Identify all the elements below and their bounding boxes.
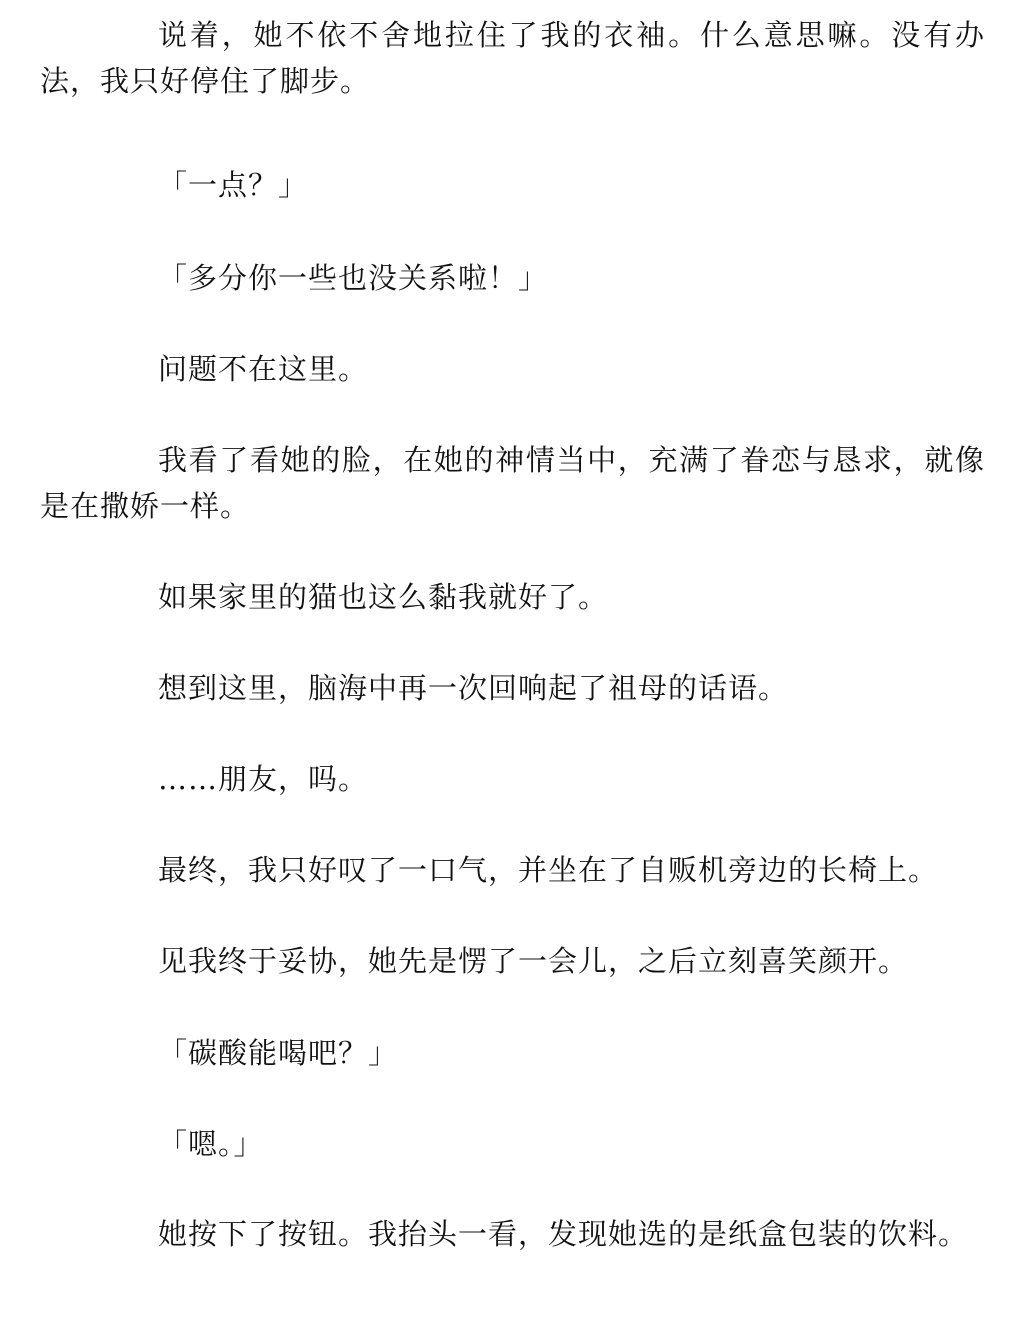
- paragraph: 我看了看她的脸，在她的神情当中，充满了眷恋与恳求，就像是在撒娇一样。: [40, 443, 985, 523]
- dialogue-line: 「嗯。」: [158, 1127, 264, 1161]
- paragraph: 最终，我只好叹了一口气，并坐在了自贩机旁边的长椅上。: [158, 853, 939, 887]
- paragraph: 她按下了按钮。我抬头一看，发现她选的是纸盒包装的饮料。: [158, 1217, 969, 1251]
- paragraph: 说着，她不依不舍地拉住了我的衣袖。什么意思嘛。没有办法，我只好停住了脚步。: [40, 18, 985, 98]
- paragraph: 如果家里的猫也这么黏我就好了。: [158, 580, 609, 614]
- dialogue-line: 「一点？」: [158, 168, 309, 202]
- paragraph: 想到这里，脑海中再一次回响起了祖母的话语。: [158, 671, 789, 705]
- dialogue-line: 「碳酸能喝吧？」: [158, 1036, 399, 1070]
- paragraph: 问题不在这里。: [158, 352, 369, 386]
- paragraph: 见我终于妥协，她先是愣了一会儿，之后立刻喜笑颜开。: [158, 944, 909, 978]
- paragraph: ……朋友，吗。: [158, 762, 369, 796]
- dialogue-line: 「多分你一些也没关系啦！」: [158, 261, 549, 295]
